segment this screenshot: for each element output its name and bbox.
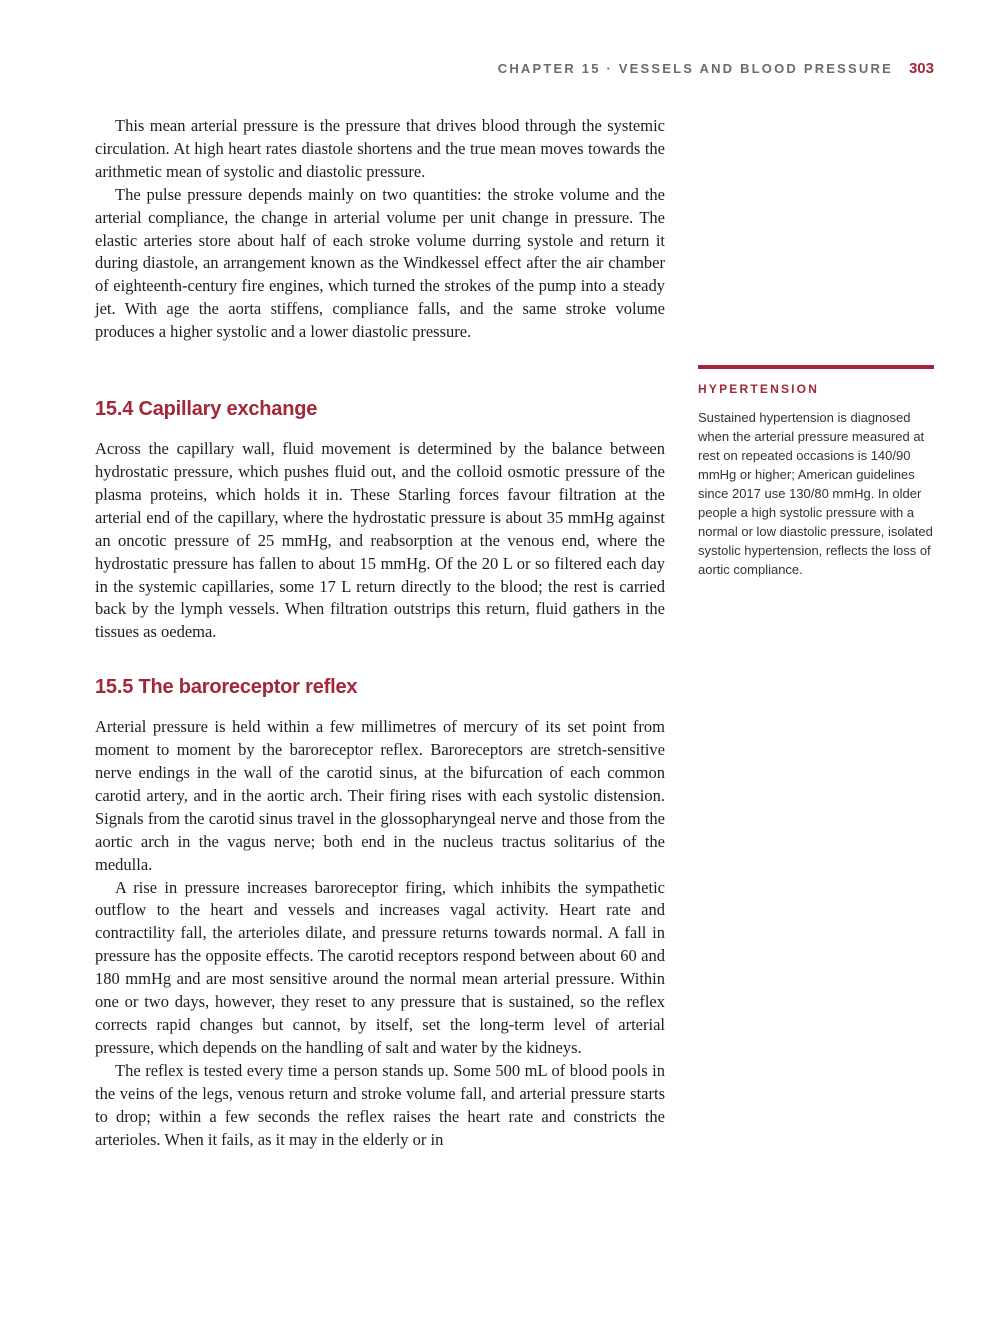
running-head (498, 60, 934, 77)
sidebar-rule (698, 365, 934, 369)
main-column (95, 115, 665, 1151)
baroreceptor-paragraph-2: A rise in pressure increases baroreceptor firing, which inhibits the sympathetic outflow to the heart and vessels and increases vagal activity. Heart rate and contractility fall, the arterioles dilate, and pressure returns towards normal. A fall in pressure has the opposite effects. The carotid receptors respond between about 60 and 180 mmHg and are most sensitive around the normal mean arterial pressure. Within one or two days, however, they reset to any pressure that is sustained, so the reflex corrects rapid changes but cannot, by itself, set the long-term level of arterial pressure, which depends on the handling of salt and water by the kidneys. (95, 877, 665, 1057)
capillary-paragraph-1: Across the capillary wall, fluid movement is determined by the balance between hydrostatic pressure, which pushes fluid out, and the colloid osmotic pressure of the plasma proteins, which holds it in. These Starling forces favour filtration at the arterial end of the capillary, where the hydrostatic pressure is about 35 mmHg against an oncotic pressure of 25 mmHg, and reabsorption at the venous end, where the hydrostatic pressure has fallen to about 15 mmHg. Of the 20 L or so filtered each day in the systemic capillaries, some 17 L return directly to the blood; the rest is carried back by the lymph vessels. When filtration outstrips this return, fluid gathers in the tissues as oedema. (95, 439, 665, 642)
sidebar-body: Sustained hypertension is diagnosed when the arterial pressure measured at rest on repeated occasions is 140/90 mmHg or higher; American guidelines since 2017 use 130/80 mmHg. In older people a high systolic pressure with a normal or low diastolic pressure, isolated systolic hypertension, reflects the loss of aortic compliance. (698, 410, 933, 577)
sidebar-hypertension (698, 365, 934, 579)
section-heading-15-5: 15.5 The baroreceptor reflex (95, 676, 358, 699)
running-head-title: CHAPTER 15 · VESSELS AND BLOOD PRESSURE (497, 61, 893, 76)
intro-paragraph-1: This mean arterial pressure is the pressure that drives blood through the systemic circulation. At high heart rates diastole shortens and the true mean moves towards the arithmetic mean of systolic and diastolic pressure. (95, 116, 665, 181)
baroreceptor-paragraph-1: Arterial pressure is held within a few millimetres of mercury of its set point from moment to moment by the baroreceptor reflex. Baroreceptors are stretch-sensitive nerve endings in the wall of the carotid sinus, at the bifurcation of each common carotid artery, and in the aortic arch. Their firing rises with each systolic distension. Signals from the carotid sinus travel in the glossopharyngeal nerve and those from the aortic arch in the vagus nerve; both end in the nucleus tractus solitarius of the medulla. (95, 717, 665, 874)
intro-paragraph-2: The pulse pressure depends mainly on two quantities: the stroke volume and the arterial compliance, the change in arterial volume per unit change in pressure. The elastic arteries store about half of each stroke volume durring systole and return it during diastole, an arrangement known as the Windkessel effect after the air chamber of eighteenth-century fire engines, which turned the strokes of the pump into a steady jet. With age the aorta stiffens, compliance falls, and the same stroke volume produces a higher systolic and a lower diastolic pressure. (95, 184, 665, 342)
section-heading-15-4: 15.4 Capillary exchange (95, 398, 318, 421)
sidebar-title: HYPERTENSION (698, 382, 820, 396)
page-number: 303 (908, 60, 934, 77)
baroreceptor-paragraph-3: The reflex is tested every time a person stands up. Some 500 mL of blood pools in the veins of the legs, venous return and stroke volume fall, and arterial pressure starts to drop; within a few seconds the reflex raises the heart rate and constricts the arterioles. When it fails, as it may in the elderly or in (95, 1060, 665, 1149)
